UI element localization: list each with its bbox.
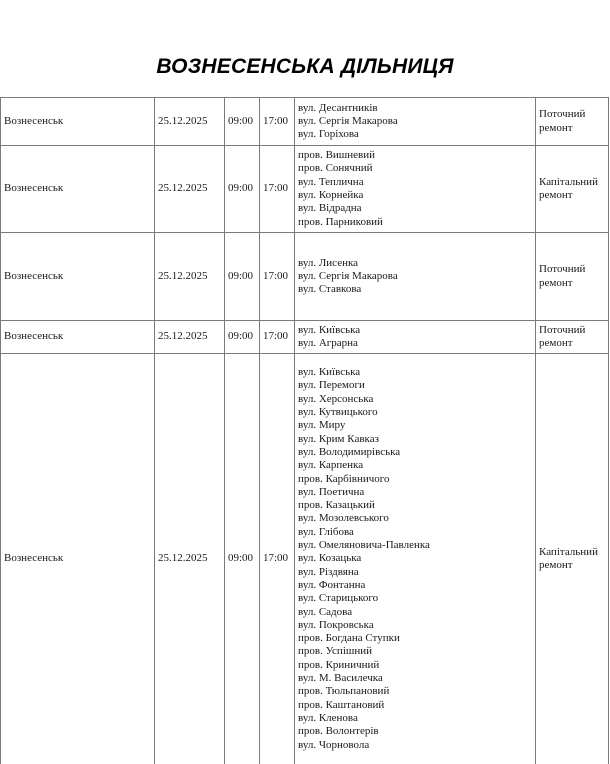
repair-type-cell: Поточний ремонт: [536, 321, 609, 354]
repair-type-cell: Поточний ремонт: [536, 233, 609, 321]
end-time-cell: 17:00: [260, 354, 295, 764]
street-item: вул. Корнейка: [298, 189, 532, 202]
street-item: пров. Карбівничого: [298, 473, 532, 486]
street-item: пров. Каштановий: [298, 699, 532, 712]
street-item: вул. М. Василечка: [298, 672, 532, 685]
city-cell: Вознесенськ: [1, 98, 155, 146]
street-item: вул. Володимирівська: [298, 446, 532, 459]
street-item: вул. Фонтанна: [298, 579, 532, 592]
start-time-cell: 09:00: [225, 146, 260, 233]
street-item: вул. Десантників: [298, 102, 532, 115]
end-time-cell: 17:00: [260, 146, 295, 233]
repair-type-cell: Капітальний ремонт: [536, 146, 609, 233]
start-time-cell: 09:00: [225, 98, 260, 146]
street-item: пров. Тюльпановий: [298, 685, 532, 698]
street-item: вул. Поетична: [298, 486, 532, 499]
city-cell: Вознесенськ: [1, 321, 155, 354]
street-item: вул. Козацька: [298, 552, 532, 565]
street-item: вул. Відрадна: [298, 202, 532, 215]
street-item: вул. Кленова: [298, 712, 532, 725]
page-title: ВОЗНЕСЕНСЬКА ДІЛЬНИЦЯ: [0, 55, 610, 79]
street-item: вул. Херсонська: [298, 393, 532, 406]
street-item: вул. Миру: [298, 419, 532, 432]
street-item: вул. Глібова: [298, 526, 532, 539]
streets-cell: [295, 233, 536, 321]
street-item: вул. Старицького: [298, 592, 532, 605]
streets-cell: [295, 354, 536, 764]
street-item: вул. Перемоги: [298, 379, 532, 392]
streets-cell: [295, 98, 536, 146]
street-item: пров. Сонячний: [298, 162, 532, 175]
street-item: вул. Сергія Макарова: [298, 270, 532, 283]
street-item: вул. Ставкова: [298, 283, 532, 296]
street-item: вул. Київська: [298, 366, 532, 379]
table-row: [1, 233, 609, 321]
street-item: вул. Горіхова: [298, 128, 532, 141]
street-item: пров. Богдана Ступки: [298, 632, 532, 645]
date-cell: 25.12.2025: [155, 233, 225, 321]
street-item: вул. Карпенка: [298, 459, 532, 472]
street-item: вул. Крим Кавказ: [298, 433, 532, 446]
street-item: вул. Покровська: [298, 619, 532, 632]
street-item: вул. Теплична: [298, 176, 532, 189]
street-item: вул. Кутвицького: [298, 406, 532, 419]
repair-type-cell: Капітальний ремонт: [536, 354, 609, 764]
street-item: пров. Парниковий: [298, 216, 532, 229]
street-item: пров. Казацький: [298, 499, 532, 512]
outage-schedule-table: [0, 97, 609, 764]
street-item: пров. Волонтерів: [298, 725, 532, 738]
street-item: пров. Вишневий: [298, 149, 532, 162]
streets-cell: [295, 146, 536, 233]
street-item: пров. Успішний: [298, 645, 532, 658]
start-time-cell: 09:00: [225, 233, 260, 321]
street-item: вул. Київська: [298, 324, 532, 337]
street-item: вул. Лисенка: [298, 257, 532, 270]
city-cell: Вознесенськ: [1, 354, 155, 764]
end-time-cell: 17:00: [260, 98, 295, 146]
table-row: [1, 146, 609, 233]
date-cell: 25.12.2025: [155, 354, 225, 764]
street-item: вул. Різдвяна: [298, 566, 532, 579]
street-item: вул. Чорновола: [298, 739, 532, 752]
date-cell: 25.12.2025: [155, 98, 225, 146]
city-cell: Вознесенськ: [1, 233, 155, 321]
start-time-cell: 09:00: [225, 354, 260, 764]
street-item: вул. Мозолевського: [298, 512, 532, 525]
street-item: пров. Криничний: [298, 659, 532, 672]
repair-type-cell: Поточний ремонт: [536, 98, 609, 146]
start-time-cell: 09:00: [225, 321, 260, 354]
street-item: вул. Сергія Макарова: [298, 115, 532, 128]
date-cell: 25.12.2025: [155, 146, 225, 233]
table-row: [1, 321, 609, 354]
table-row: [1, 98, 609, 146]
table-row: [1, 354, 609, 764]
street-item: вул. Омеляновича-Павленка: [298, 539, 532, 552]
city-cell: Вознесенськ: [1, 146, 155, 233]
end-time-cell: 17:00: [260, 233, 295, 321]
street-item: вул. Садова: [298, 606, 532, 619]
date-cell: 25.12.2025: [155, 321, 225, 354]
end-time-cell: 17:00: [260, 321, 295, 354]
street-item: вул. Аграрна: [298, 337, 532, 350]
streets-cell: [295, 321, 536, 354]
